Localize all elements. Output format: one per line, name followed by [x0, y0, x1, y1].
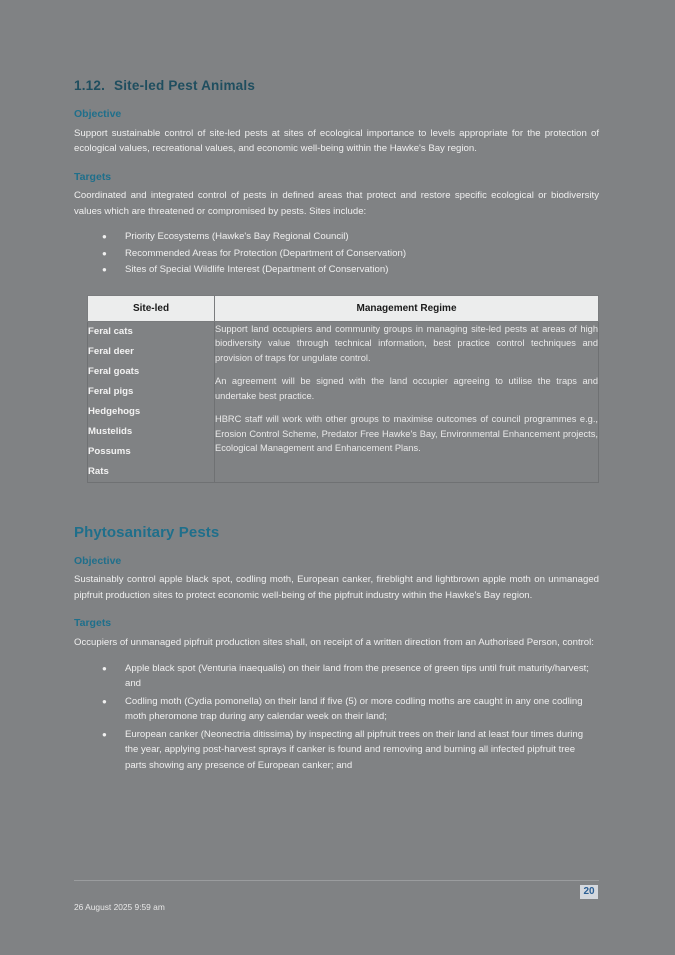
table-body	[88, 321, 599, 482]
heading-title: Site-led Pest Animals	[114, 78, 256, 93]
targets-label-phytosanitary: Targets	[74, 617, 112, 630]
targets-bullet-list-site-led	[74, 229, 599, 278]
list-item-label: Apple black spot (Venturia inaequalis) on their land from the presence of green tips until fruit maturity/harvest; and	[125, 662, 589, 690]
bullet-icon: ●	[102, 729, 107, 739]
list-item-label: European canker (Neonectria ditissima) by inspecting all pipfruit trees on their land at least four times during the year, applying post-harvest sprays if canker is found and removing and burning all infected pipfruit tree parts showing any presence of European canker; and	[125, 728, 584, 771]
table-row	[88, 321, 599, 482]
bullet-icon: ●	[102, 248, 107, 258]
column-header-management-regime: Management Regime	[215, 295, 599, 321]
list-item-label: Recommended Areas for Protection (Department of Conservation)	[125, 247, 407, 259]
regime-paragraph: An agreement will be signed with the land occupier agreeing to utilise the traps and undertake best practice.	[215, 376, 598, 401]
list-item	[74, 694, 599, 725]
list-item-label: Priority Ecosystems (Hawke's Bay Regional Council)	[125, 231, 349, 243]
footer-divider	[74, 880, 599, 881]
footer-timestamp: 26 August 2025 9:59 am	[74, 902, 165, 912]
page-content	[74, 78, 599, 789]
list-item	[74, 262, 599, 278]
list-item	[74, 229, 599, 245]
heading-phytosanitary-pests: Phytosanitary Pests	[74, 523, 220, 541]
cell-site-led-species	[88, 321, 215, 482]
species-item: Rats	[88, 465, 109, 477]
targets-text-phytosanitary: Occupiers of unmanaged pipfruit production sites shall, on receipt of a written direction from an Authorised Person, control:	[74, 637, 594, 649]
list-item	[74, 727, 599, 774]
regime-paragraph: Support land occupiers and community groups in managing site-led pests at areas of high biodiversity value through technical information, best practice control techniques and provision of traps for ungulate control.	[215, 323, 598, 363]
bullet-icon: ●	[102, 696, 107, 706]
list-item-label: Codling moth (Cydia pomonella) on their land if five (5) or more codling moths are caught in any one codling moth pheromone trap during any calendar week on their land;	[125, 695, 583, 723]
site-led-management-table-wrapper	[87, 295, 599, 483]
objective-text-site-led: Support sustainable control of site-led pests at sites of ecological importance to levels appropriate for the protection of ecological values, recreational values, and economic well-being within the Hawke's Bay region.	[74, 127, 599, 155]
species-item: Possums	[88, 445, 131, 457]
list-item-label: Sites of Special Wildlife Interest (Department of Conservation)	[125, 264, 389, 276]
species-item: Mustelids	[88, 425, 133, 437]
table-head	[88, 295, 599, 321]
bullet-icon: ●	[102, 232, 107, 242]
table-header-row	[88, 295, 599, 321]
targets-bullet-list-phytosanitary	[74, 661, 599, 774]
regime-paragraph: HBRC staff will work with other groups to maximise outcomes of council programmes e.g., Erosion Control Scheme, Predator Free Hawke's Bay, Environmental Enhancement projects, Ecological Management and Enhancement Plans.	[215, 414, 598, 454]
objective-text-phytosanitary: Sustainably control apple black spot, codling moth, European canker, fireblight and lightbrown apple moth on unmanaged pipfruit production sites to protect economic well-being of the pipfruit industry within the Hawke's Bay region.	[74, 574, 599, 601]
list-item	[74, 661, 599, 692]
objective-label-site-led: Objective	[74, 108, 122, 121]
cell-management-regime	[215, 321, 599, 482]
species-item: Feral goats	[88, 365, 140, 377]
page-number-badge: 20	[580, 885, 598, 899]
targets-text-site-led: Coordinated and integrated control of pests in defined areas that protect and restore specific ecological or biodiversity values which are threatened or compromised by pests. Sites include:	[74, 190, 599, 217]
site-led-management-table	[87, 295, 599, 483]
bullet-icon: ●	[102, 265, 107, 275]
species-item: Hedgehogs	[88, 405, 141, 417]
list-item	[74, 246, 599, 262]
column-header-site-led: Site-led	[88, 295, 215, 321]
targets-label-site-led: Targets	[74, 170, 112, 183]
bullet-icon: ●	[102, 663, 107, 673]
heading-number: 1.12.	[74, 78, 106, 93]
species-item: Feral pigs	[88, 385, 134, 397]
objective-label-phytosanitary: Objective	[74, 554, 122, 567]
species-item: Feral deer	[88, 345, 134, 357]
species-item: Feral cats	[88, 325, 133, 337]
heading-site-led-pest-animals	[74, 78, 599, 94]
